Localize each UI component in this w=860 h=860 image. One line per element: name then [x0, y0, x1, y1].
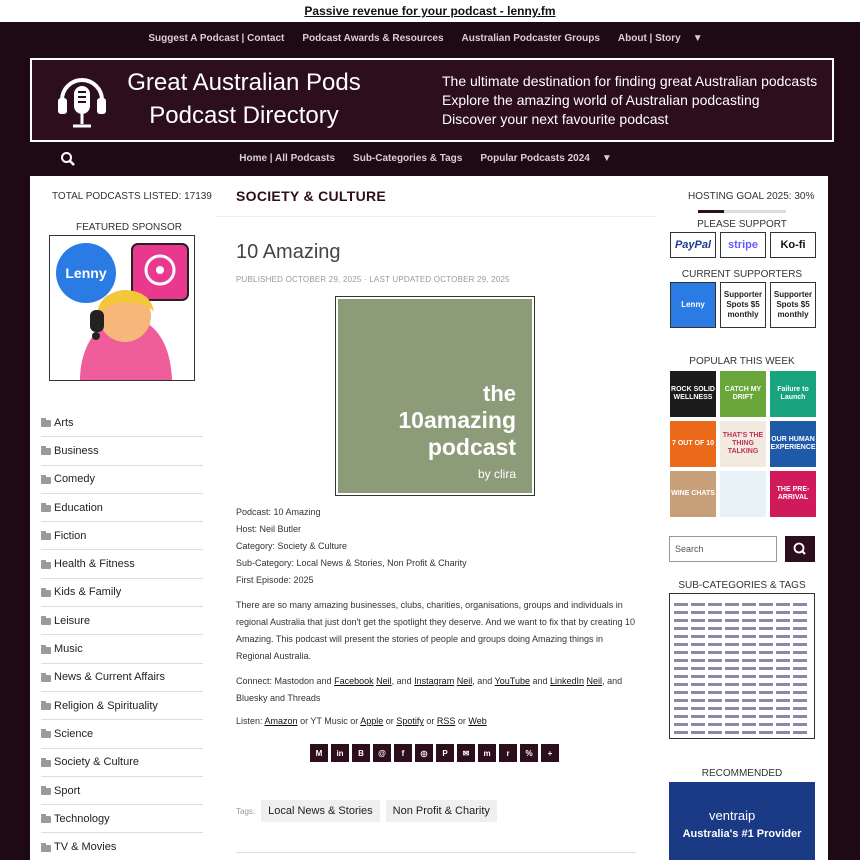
- linkedin-icon[interactable]: in: [331, 744, 349, 762]
- more-share-icon[interactable]: +: [541, 744, 559, 762]
- cover-text-1: the: [483, 381, 516, 406]
- search-button[interactable]: [785, 536, 815, 562]
- reco-brand: ventraip: [709, 808, 756, 823]
- detail-podcast: Podcast: 10 Amazing: [236, 507, 321, 517]
- folder-icon: [41, 703, 51, 710]
- category-item[interactable]: Religion & Spirituality: [41, 692, 203, 720]
- detail-category: Category: Society & Culture: [236, 541, 348, 551]
- bluesky-icon[interactable]: B: [352, 744, 370, 762]
- category-item[interactable]: Health & Fitness: [41, 550, 203, 578]
- section-heading[interactable]: SOCIETY & CULTURE: [236, 188, 387, 204]
- folder-icon: [41, 731, 51, 738]
- youtube-link[interactable]: YouTube: [494, 676, 530, 686]
- cover-text-3: podcast: [427, 434, 516, 460]
- popular-grid: [670, 371, 816, 517]
- instagram-link[interactable]: Instagram: [414, 676, 455, 686]
- spotify-link[interactable]: Spotify: [396, 716, 424, 726]
- divider: [236, 852, 636, 853]
- caret-down-icon: ▼: [601, 153, 612, 164]
- folder-icon: [41, 618, 51, 625]
- folder-icon: [41, 590, 51, 597]
- detail-host: Host: Neil Butler: [236, 524, 302, 534]
- popular-podcast-tile[interactable]: [720, 471, 766, 517]
- sponsor-illustration: [50, 236, 194, 380]
- main-nav: [30, 142, 830, 176]
- post-tags: [236, 800, 497, 822]
- linkedin-link[interactable]: LinkedIn: [550, 676, 585, 686]
- copy-link-icon[interactable]: %: [520, 744, 538, 762]
- category-item[interactable]: Technology: [41, 805, 203, 833]
- subcategories-heading: SUB-CATEGORIES & TAGS: [678, 580, 806, 591]
- category-item[interactable]: Kids & Family: [41, 579, 203, 607]
- supporter-spot[interactable]: Supporter Spots $5 monthly: [770, 282, 816, 328]
- cover-text-2: 10amazing: [398, 407, 516, 433]
- promo-link[interactable]: Passive revenue for your podcast - lenny.fm: [304, 4, 556, 18]
- folder-icon: [41, 816, 51, 823]
- category-item[interactable]: Science: [41, 720, 203, 748]
- category-item[interactable]: Music: [41, 635, 203, 663]
- threads-icon[interactable]: @: [373, 744, 391, 762]
- hosting-goal: HOSTING GOAL 2025: 30%: [688, 191, 815, 202]
- recommended-heading: RECOMMENDED: [701, 768, 783, 779]
- total-podcasts: TOTAL PODCASTS LISTED: 17139: [52, 191, 212, 202]
- please-support-heading: PLEASE SUPPORT: [697, 219, 787, 230]
- popular-podcast-tile[interactable]: WINE CHATS: [670, 471, 716, 517]
- nav-awards[interactable]: Podcast Awards & Resources: [302, 33, 444, 44]
- nav-groups[interactable]: Australian Podcaster Groups: [461, 33, 600, 44]
- linkedin-neil-link[interactable]: Neil: [586, 676, 603, 686]
- popular-podcast-tile[interactable]: Failure to Launch: [770, 371, 816, 417]
- folder-icon: [41, 845, 51, 852]
- folder-icon: [41, 477, 51, 484]
- support-buttons: [670, 232, 816, 258]
- mastodon-icon[interactable]: M: [310, 744, 328, 762]
- folder-icon: [41, 647, 51, 654]
- goal-progress-bar: [698, 210, 786, 213]
- apple-link[interactable]: Apple: [360, 716, 384, 726]
- folder-icon: [41, 675, 51, 682]
- podcast-description: There are so many amazing businesses, clubs, charities, organisations, groups and individuals in regional Australia that just don't get the spotlight they deserve. And we want to fix that by creating 10 Amazing. This podcast will present the stories of people and groups doing Amazing things in Regional Australia.: [236, 600, 635, 661]
- promo-bar: [0, 0, 860, 22]
- nav-suggest[interactable]: Suggest A Podcast | Contact: [148, 33, 285, 44]
- post-meta: PUBLISHED OCTOBER 29, 2025 · LAST UPDATED OCTOBER 29, 2025: [236, 275, 510, 284]
- connect-links: Connect: Mastodon and Facebook Neil, and Instagram Neil, and YouTube and LinkedIn Neil, and Bluesky and Threads: [236, 676, 623, 703]
- folder-icon: [41, 448, 51, 455]
- page-content: [30, 176, 828, 860]
- category-item[interactable]: Fiction: [41, 522, 203, 550]
- kofi-button[interactable]: Ko-fi: [770, 232, 816, 258]
- facebook-neil-link[interactable]: Neil: [376, 676, 392, 686]
- share-buttons: [310, 744, 559, 762]
- search-icon: [785, 536, 815, 562]
- stripe-button[interactable]: stripe: [720, 232, 766, 258]
- category-item[interactable]: Sport: [41, 777, 203, 805]
- goal-progress-fill: [698, 210, 724, 213]
- sponsor-image[interactable]: [49, 235, 195, 381]
- folder-icon: [41, 562, 51, 569]
- popular-podcast-tile[interactable]: THE PRE-ARRIVAL: [770, 471, 816, 517]
- detail-first-episode: First Episode: 2025: [236, 575, 314, 585]
- category-item[interactable]: Business: [41, 437, 203, 465]
- folder-icon: [41, 533, 51, 540]
- search-input[interactable]: Search: [669, 536, 777, 562]
- category-item[interactable]: Society & Culture: [41, 749, 203, 777]
- category-item[interactable]: News & Current Affairs: [41, 664, 203, 692]
- popular-heading: POPULAR THIS WEEK: [689, 356, 795, 367]
- site-title-line1: Great Australian Pods: [127, 69, 361, 96]
- rss-link[interactable]: RSS: [436, 716, 456, 726]
- supporters-list: [670, 282, 816, 328]
- post-title: 10 Amazing: [236, 241, 341, 263]
- site-title-line2: Podcast Directory: [149, 102, 339, 129]
- featured-sponsor-heading: FEATURED SPONSOR: [76, 222, 182, 233]
- microphone-headphones-icon: [56, 70, 108, 130]
- nav-home[interactable]: Home | All Podcasts: [239, 153, 336, 164]
- nav-subcategories[interactable]: Sub-Categories & Tags: [353, 153, 463, 164]
- folder-icon: [41, 505, 51, 512]
- reco-text: Australia's #1 Provider: [682, 828, 802, 840]
- listen-links: Listen: Amazon or YT Music or Apple or Spotify or RSS or Web: [236, 716, 487, 726]
- tagline-3: Discover your next favourite podcast: [442, 111, 669, 127]
- site-banner[interactable]: [30, 58, 834, 142]
- search-icon[interactable]: [60, 151, 76, 167]
- facebook-icon[interactable]: f: [394, 744, 412, 762]
- nav-about[interactable]: About | Story ▼: [609, 22, 721, 58]
- instagram-neil-link[interactable]: Neil: [456, 676, 473, 686]
- divider: [216, 216, 656, 217]
- popular-podcast-tile[interactable]: OUR HUMAN EXPERIENCE: [770, 421, 816, 467]
- amazon-link[interactable]: Amazon: [264, 716, 298, 726]
- popular-podcast-tile[interactable]: ROCK SOLID WELLNESS: [670, 371, 716, 417]
- supporter-spot[interactable]: Supporter Spots $5 monthly: [720, 282, 766, 328]
- category-item[interactable]: Comedy: [41, 466, 203, 494]
- category-item[interactable]: TV & Movies: [41, 833, 203, 860]
- facebook-link[interactable]: Facebook: [334, 676, 374, 686]
- podcast-cover-art[interactable]: [335, 296, 535, 496]
- tags-label: Tags:: [236, 806, 256, 816]
- folder-icon: [41, 788, 51, 795]
- folder-icon: [41, 420, 51, 427]
- category-item[interactable]: Leisure: [41, 607, 203, 635]
- recommended-ad[interactable]: [669, 782, 815, 860]
- podcast-details: [236, 504, 467, 589]
- tagline-2: Explore the amazing world of Australian podcasting: [442, 92, 760, 108]
- tag-pill[interactable]: Local News & Stories: [261, 800, 380, 822]
- popular-podcast-tile[interactable]: THAT'S THE THING TALKING: [720, 421, 766, 467]
- current-supporters-heading: CURRENT SUPPORTERS: [681, 269, 803, 280]
- supporter-lenny[interactable]: Lenny: [670, 282, 716, 328]
- folder-icon: [41, 760, 51, 767]
- popular-podcast-tile[interactable]: 7 OUT OF 10: [670, 421, 716, 467]
- tag-pill[interactable]: Non Profit & Charity: [386, 800, 497, 822]
- cover-text-4: by clira: [477, 467, 516, 481]
- category-list: [41, 409, 203, 860]
- web-link[interactable]: Web: [468, 716, 487, 726]
- caret-down-icon: ▼: [692, 33, 703, 44]
- sponsor-logo-text: Lenny: [65, 265, 107, 281]
- pinterest-icon[interactable]: P: [436, 744, 454, 762]
- category-item[interactable]: Arts: [41, 409, 203, 437]
- paypal-button[interactable]: PayPal: [670, 232, 716, 258]
- tagline-1: The ultimate destination for finding great Australian podcasts: [442, 73, 818, 89]
- nav-popular[interactable]: Popular Podcasts 2024 ▼: [471, 142, 629, 175]
- instagram-icon[interactable]: ◎: [415, 744, 433, 762]
- detail-subcategory: Sub-Category: Local News & Stories, Non Profit & Charity: [236, 558, 467, 568]
- messenger-icon[interactable]: m: [478, 744, 496, 762]
- popular-podcast-tile[interactable]: CATCH MY DRIFT: [720, 371, 766, 417]
- email-icon[interactable]: ✉: [457, 744, 475, 762]
- category-item[interactable]: Education: [41, 494, 203, 522]
- reddit-icon[interactable]: r: [499, 744, 517, 762]
- subcategories-tag-cloud[interactable]: [669, 593, 815, 739]
- top-nav: [0, 22, 860, 58]
